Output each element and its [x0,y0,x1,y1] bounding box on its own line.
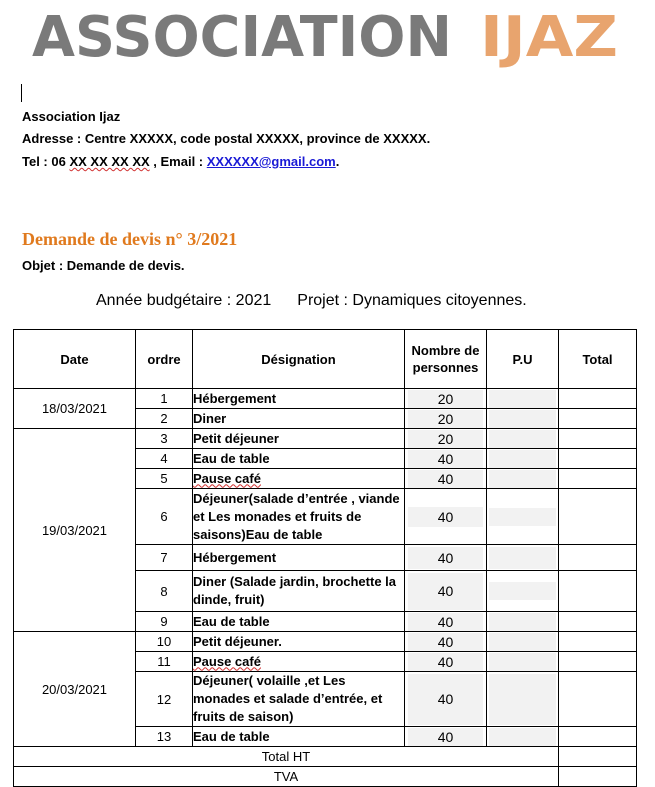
logo-word-ijaz: IJAZ [480,5,618,70]
total-cell [559,571,637,612]
document-title: Demande de devis n° 3/2021 [22,229,238,249]
total-ht-value [559,747,637,767]
designation-cell: Eau de table [193,727,405,747]
ordre-cell: 2 [136,409,193,429]
designation-cell: Petit déjeuner [193,429,405,449]
tva-label: TVA [14,767,559,787]
nombre-cell: 40 [405,571,487,612]
date-cell: 18/03/2021 [14,389,136,429]
pu-cell [487,469,559,489]
nombre-cell: 40 [405,632,487,652]
total-cell [559,652,637,672]
pu-cell [487,571,559,612]
budget-line [96,292,527,310]
total-ht-label: Total HT [14,747,559,767]
nombre-cell: 40 [405,469,487,489]
nombre-cell: 40 [405,727,487,747]
text-cursor [21,84,22,102]
pu-cell [487,545,559,571]
email-suffix: . [335,154,340,169]
designation-cell: Hébergement [193,389,405,409]
total-cell [559,429,637,449]
ordre-cell: 9 [136,612,193,632]
designation-cell: Diner (Salade jardin, brochette la dinde, fruit) [193,571,405,612]
ordre-cell: 10 [136,632,193,652]
pu-cell [487,389,559,409]
tel-prefix: Tel : 06 [22,154,70,169]
email-link[interactable]: XXXXXX@gmail.com [206,154,336,169]
nombre-cell: 40 [405,449,487,469]
ordre-cell: 12 [136,672,193,727]
designation-cell: Petit déjeuner. [193,632,405,652]
pu-cell [487,612,559,632]
association-name: Association Ijaz [22,109,121,124]
header-designation: Désignation [193,330,405,389]
header-total: Total [559,330,637,389]
header-nombre: Nombre de personnes [405,330,487,389]
header-ordre: ordre [136,330,193,389]
header-pu: P.U [487,330,559,389]
ordre-cell: 11 [136,652,193,672]
ordre-cell: 4 [136,449,193,469]
total-cell [559,632,637,652]
ordre-cell: 3 [136,429,193,449]
ordre-cell: 7 [136,545,193,571]
ordre-cell: 6 [136,489,193,545]
nombre-cell: 40 [405,672,487,727]
designation-cell: Eau de table [193,612,405,632]
total-cell [559,672,637,727]
pu-cell [487,449,559,469]
tva-value [559,767,637,787]
quote-table [13,329,637,787]
total-cell [559,489,637,545]
tva-row [14,767,637,787]
pu-cell [487,727,559,747]
table-row [14,429,637,449]
total-cell [559,449,637,469]
document-objet: Objet : Demande de devis. [22,258,185,273]
date-cell: 19/03/2021 [14,429,136,632]
total-cell [559,469,637,489]
pu-cell [487,652,559,672]
ordre-cell: 5 [136,469,193,489]
budget-year: Année budgétaire : 2021 [96,292,272,309]
budget-project: Projet : Dynamiques citoyennes. [297,292,527,309]
designation-cell: Déjeuner(salade d’entrée , viande et Les monades et fruits de saisons)Eau de table [193,489,405,545]
pu-cell [487,409,559,429]
designation-cell: Pause café [193,469,405,489]
total-cell [559,389,637,409]
association-contact [22,154,339,169]
nombre-cell: 20 [405,429,487,449]
table-header-row [14,330,637,389]
designation-cell: Eau de table [193,449,405,469]
date-cell: 20/03/2021 [14,632,136,747]
nombre-cell: 20 [405,389,487,409]
table-row [14,632,637,652]
nombre-cell: 40 [405,545,487,571]
logo-word-association: ASSOCIATION [32,5,452,70]
pu-cell [487,632,559,652]
designation-cell: Déjeuner( volaille ,et Les monades et salade d’entrée, et fruits de saison) [193,672,405,727]
designation-cell: Pause café [193,652,405,672]
tel-number: XX XX XX XX [69,154,150,169]
designation-cell: Diner [193,409,405,429]
total-cell [559,545,637,571]
ordre-cell: 1 [136,389,193,409]
designation-cell: Hébergement [193,545,405,571]
pu-cell [487,429,559,449]
total-cell [559,409,637,429]
pu-cell [487,672,559,727]
association-ijaz-logo [0,0,655,70]
nombre-cell: 40 [405,652,487,672]
nombre-cell: 40 [405,489,487,545]
nombre-cell: 40 [405,612,487,632]
total-cell [559,612,637,632]
table-row [14,389,637,409]
email-prefix: , Email : [149,154,207,169]
association-address: Adresse : Centre XXXXX, code postal XXXXX, province de XXXXX. [22,131,431,146]
nombre-cell: 20 [405,409,487,429]
total-ht-row [14,747,637,767]
total-cell [559,727,637,747]
pu-cell [487,489,559,545]
ordre-cell: 13 [136,727,193,747]
header-date: Date [14,330,136,389]
ordre-cell: 8 [136,571,193,612]
